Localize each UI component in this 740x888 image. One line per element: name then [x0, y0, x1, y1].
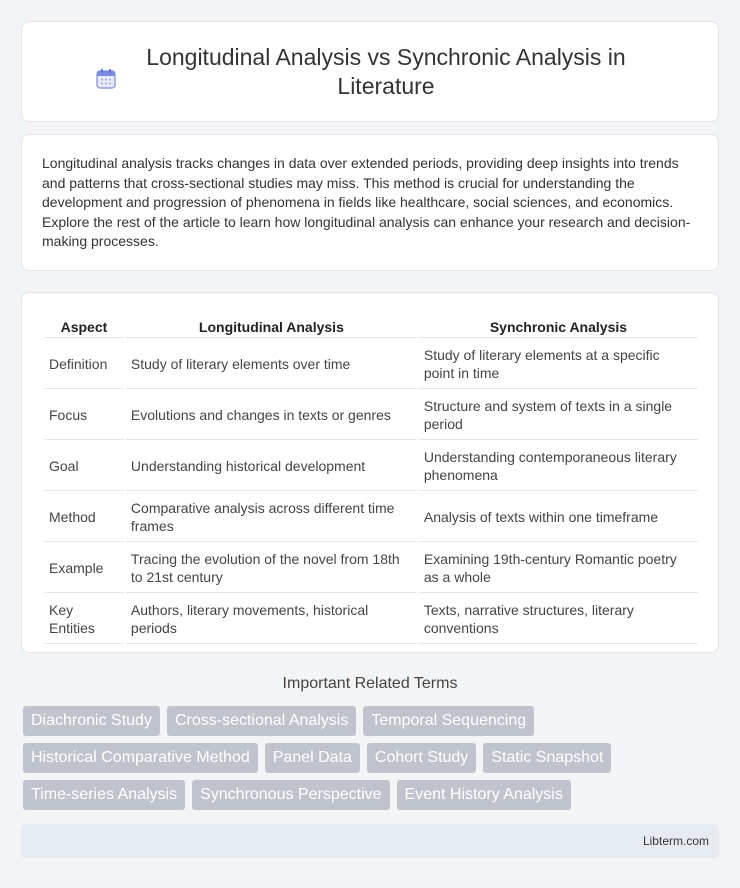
- tag-row: [23, 780, 723, 810]
- cell-synchronic: Analysis of texts within one timeframe: [419, 493, 698, 542]
- tag-synchronous-perspective[interactable]: Synchronous Perspective: [192, 780, 389, 810]
- cell-longitudinal: Understanding historical development: [126, 442, 417, 491]
- tag-diachronic-study[interactable]: Diachronic Study: [23, 706, 160, 736]
- tag-time-series-analysis[interactable]: Time-series Analysis: [23, 780, 185, 810]
- title-wrap: [70, 43, 670, 101]
- cell-longitudinal: Authors, literary movements, historical periods: [126, 595, 417, 644]
- cell-longitudinal: Comparative analysis across different time frames: [126, 493, 417, 542]
- cell-aspect: Goal: [44, 442, 124, 491]
- tag-row: [23, 706, 723, 736]
- cell-aspect: Definition: [44, 340, 124, 389]
- cell-aspect: Key Entities: [44, 595, 124, 644]
- cell-synchronic: Examining 19th-century Romantic poetry as a whole: [419, 544, 698, 593]
- page-title: Longitudinal Analysis vs Synchronic Analysis in Literature: [146, 43, 626, 99]
- cell-aspect: Example: [44, 544, 124, 593]
- header-aspect: Aspect: [44, 315, 124, 338]
- cell-synchronic: Study of literary elements at a specific point in time: [419, 340, 698, 389]
- table-row: [44, 493, 698, 542]
- tag-cohort-study[interactable]: Cohort Study: [367, 743, 476, 773]
- comparison-card: [21, 292, 719, 653]
- table-row: [44, 391, 698, 440]
- table-header-row: [44, 315, 698, 338]
- tag-panel-data[interactable]: Panel Data: [265, 743, 360, 773]
- cell-aspect: Focus: [44, 391, 124, 440]
- title-card: [21, 21, 719, 122]
- table-row: [44, 544, 698, 593]
- header-synchronic: Synchronic Analysis: [419, 315, 698, 338]
- cell-synchronic: Texts, narrative structures, literary conventions: [419, 595, 698, 644]
- header-longitudinal: Longitudinal Analysis: [126, 315, 417, 338]
- calendar-icon: [94, 67, 118, 91]
- table-row: [44, 595, 698, 644]
- table-row: [44, 340, 698, 389]
- cell-longitudinal: Study of literary elements over time: [126, 340, 417, 389]
- footer-site-link[interactable]: Libterm.com: [642, 834, 709, 848]
- tag-temporal-sequencing[interactable]: Temporal Sequencing: [363, 706, 534, 736]
- tag-historical-comparative-method[interactable]: Historical Comparative Method: [23, 743, 258, 773]
- cell-aspect: Method: [44, 493, 124, 542]
- tag-static-snapshot[interactable]: Static Snapshot: [483, 743, 611, 773]
- footer: [21, 824, 719, 858]
- comparison-table: [42, 313, 700, 646]
- tag-event-history-analysis[interactable]: Event History Analysis: [397, 780, 571, 810]
- related-terms-title: Important Related Terms: [282, 675, 458, 692]
- tag-cross-sectional-analysis[interactable]: Cross-sectional Analysis: [167, 706, 356, 736]
- tag-row: [23, 743, 723, 773]
- cell-synchronic: Structure and system of texts in a single period: [419, 391, 698, 440]
- cell-longitudinal: Tracing the evolution of the novel from 18th to 21st century: [126, 544, 417, 593]
- intro-paragraph: Longitudinal analysis tracks changes in data over extended periods, providing deep insights into trends and patterns that cross-sectional studies may miss. This method is crucial for understanding the development and progression of phenomena in fields like healthcare, social sciences, and economics. Explore the rest of the article to learn how longitudinal analysis can enhance your research and decision-making processes.: [42, 155, 691, 249]
- cell-longitudinal: Evolutions and changes in texts or genres: [126, 391, 417, 440]
- cell-synchronic: Understanding contemporaneous literary phenomena: [419, 442, 698, 491]
- related-terms-list: [23, 706, 723, 817]
- table-row: [44, 442, 698, 491]
- intro-card: [21, 134, 719, 271]
